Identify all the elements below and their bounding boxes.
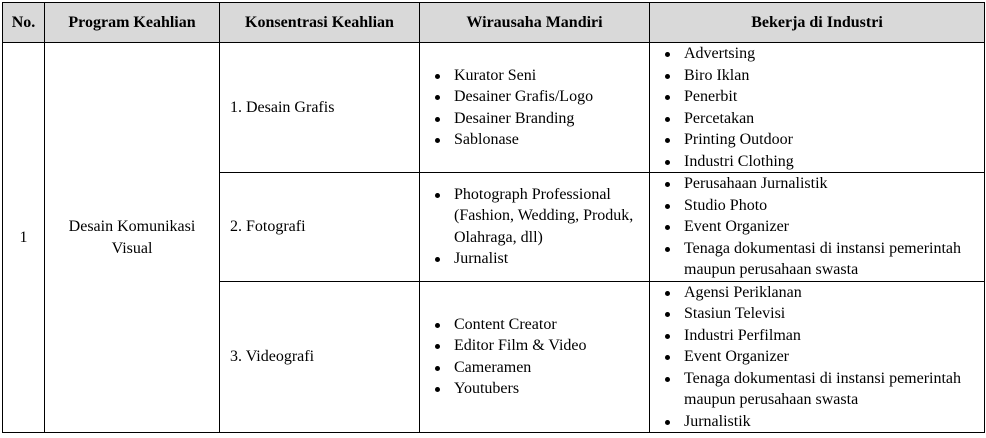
list-item: Sablonase bbox=[420, 129, 645, 151]
list-item: Event Organizer bbox=[650, 346, 980, 368]
industri-list bbox=[650, 282, 984, 433]
list-item: Studio Photo bbox=[650, 195, 980, 217]
wirausaha-list bbox=[420, 65, 649, 151]
list-item: Desainer Branding bbox=[420, 108, 645, 130]
wirausaha-list bbox=[420, 184, 649, 270]
career-table bbox=[2, 2, 985, 433]
list-item: Perusahaan Jurnalistik bbox=[650, 173, 980, 195]
list-item: Stasiun Televisi bbox=[650, 303, 980, 325]
list-item: Tenaga dokumentasi di instansi pemerintah maupun perusahaan swasta bbox=[650, 368, 980, 411]
list-item: Kurator Seni bbox=[420, 65, 645, 87]
wirausaha-cell bbox=[420, 43, 650, 173]
header-program: Program Keahlian bbox=[45, 3, 220, 43]
industri-list bbox=[650, 43, 984, 172]
list-item: Tenaga dokumentasi di instansi pemerintah maupun perusahaan swasta bbox=[650, 238, 980, 281]
list-item: Content Creator bbox=[420, 314, 645, 336]
list-item: Printing Outdoor bbox=[650, 129, 980, 151]
konsentrasi-cell: 3. Videografi bbox=[220, 281, 420, 433]
list-item: Agensi Periklanan bbox=[650, 282, 980, 304]
list-item: Event Organizer bbox=[650, 216, 980, 238]
list-item: Jurnalist bbox=[420, 248, 645, 270]
industri-cell bbox=[650, 173, 985, 282]
list-item: Industri Clothing bbox=[650, 151, 980, 173]
header-no: No. bbox=[3, 3, 45, 43]
konsentrasi-cell: 1. Desain Grafis bbox=[220, 43, 420, 173]
wirausaha-list bbox=[420, 314, 649, 400]
row-number: 1 bbox=[3, 43, 45, 433]
wirausaha-cell bbox=[420, 173, 650, 282]
list-item: Penerbit bbox=[650, 86, 980, 108]
industri-list bbox=[650, 173, 984, 281]
industri-cell bbox=[650, 281, 985, 433]
list-item: Percetakan bbox=[650, 108, 980, 130]
konsentrasi-cell: 2. Fotografi bbox=[220, 173, 420, 282]
list-item: Cameramen bbox=[420, 357, 645, 379]
list-item: Editor Film & Video bbox=[420, 335, 645, 357]
list-item: Youtubers bbox=[420, 378, 645, 400]
list-item: Industri Perfilman bbox=[650, 325, 980, 347]
list-item: Biro Iklan bbox=[650, 65, 980, 87]
header-konsentrasi: Konsentrasi Keahlian bbox=[220, 3, 420, 43]
wirausaha-cell bbox=[420, 281, 650, 433]
table-row bbox=[3, 43, 985, 173]
list-item: Advertsing bbox=[650, 43, 980, 65]
list-item: Desainer Grafis/Logo bbox=[420, 86, 645, 108]
header-row bbox=[3, 3, 985, 43]
list-item: Jurnalistik bbox=[650, 411, 980, 433]
header-industri: Bekerja di Industri bbox=[650, 3, 985, 43]
program-name: Desain Komunikasi Visual bbox=[45, 43, 220, 433]
industri-cell bbox=[650, 43, 985, 173]
list-item: Photograph Professional (Fashion, Wedding, Produk, Olahraga, dll) bbox=[420, 184, 645, 249]
header-wirausaha: Wirausaha Mandiri bbox=[420, 3, 650, 43]
